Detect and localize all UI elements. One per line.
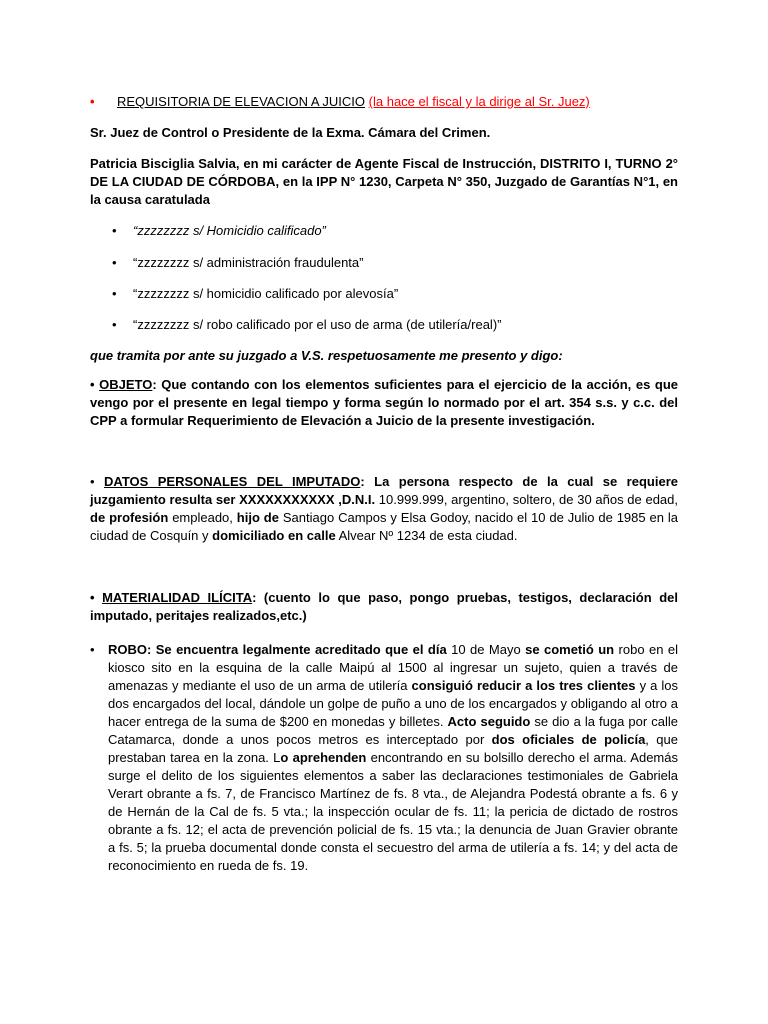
materialidad-label: MATERIALIDAD ILÍCITA (102, 590, 253, 605)
objeto-section (90, 376, 678, 430)
datos-text: domiciliado en calle (212, 528, 336, 543)
objeto-text: : Que contando con los elementos suficientes para el ejercicio de la acción, es que vengo por el presente en legal tiempo y forma según lo normado por el art. 354 s.s. y c.c. del CPP a formular Requerimiento de Elevación a Juicio de la presente investigación. (90, 377, 678, 428)
datos-bullet: • (90, 474, 95, 489)
cause-text: “zzzzzzzz s/ administración fraudulenta” (133, 255, 364, 270)
datos-text: 10.999.999, argentino, soltero, de 30 años de edad, (375, 492, 678, 507)
title-main: REQUISITORIA DE ELEVACION A JUICIO (117, 94, 366, 109)
cause-bullet: • (112, 286, 117, 301)
title-note: (la hace el fiscal y la dirige al Sr. Juez) (368, 94, 590, 109)
robo-text: consiguió reducir a los tres clientes (411, 678, 636, 693)
datos-section (90, 473, 678, 545)
datos-text: Santiago Campos y Elsa Godoy, nacido el 10 de Julio de 1985 en la ciudad de Cosquín y (90, 510, 678, 543)
cause-text: “zzzzzzzz s/ Homicidio calificado” (133, 223, 326, 238)
cause-text: “zzzzzzzz s/ robo calificado por el uso de arma (de utilería/real)” (133, 317, 502, 332)
datos-text: : La persona respecto de la cual se requiere juzgamiento resulta ser XXXXXXXXXXX ,D.N.I. (90, 474, 678, 507)
materialidad-bullet: • (90, 590, 95, 605)
robo-text: y a los dos encargados del local, dándole un golpe de puño a uno de los encargados y obligando al otro a hacer entrega de la suma de $200 en monedas y billetes. (108, 678, 679, 729)
materialidad-text: : (cuento lo que paso, pongo pruebas, testigos, declaración del imputado, peritajes realizados,etc.) (90, 590, 678, 623)
addressee: Sr. Juez de Control o Presidente de la Exma. Cámara del Crimen. (90, 125, 491, 140)
objeto-label: OBJETO (99, 377, 153, 392)
datos-text: Alvear Nº 1234 de esta ciudad. (335, 528, 518, 543)
robo-text: , que prestaban tarea en la zona. L (108, 732, 678, 765)
datos-text: de profesión (90, 510, 169, 525)
datos-text: hijo de (236, 510, 279, 525)
presentation-line: que tramita por ante su juzgado a V.S. respetuosamente me presento y digo: (90, 348, 563, 363)
title-bullet: • (90, 94, 95, 109)
robo-text: o aprehenden (280, 750, 367, 765)
robo-text: ROBO: Se encuentra legalmente acreditado que el día (108, 642, 447, 657)
cause-bullet: • (112, 317, 117, 332)
cause-text: “zzzzzzzz s/ homicidio calificado por alevosía” (133, 286, 399, 301)
robo-text: 10 de Mayo (446, 642, 526, 657)
intro-paragraph: Patricia Bisciglia Salvia, en mi carácter de Agente Fiscal de Instrucción, DISTRITO I, TURNO 2° DE LA CIUDAD DE CÓRDOBA, en la IPP N° 1230, Carpeta N° 350, Juzgado de Garantías N°1, en la causa caratulada (90, 156, 678, 207)
materialidad-section (90, 589, 678, 625)
robo-text: encontrando en su bolsillo derecho el arma. Además surge el delito de los siguientes elementos a saber las declaraciones testimoniales de Gabriela Verart obrante a fs. 7, de Francisco Martínez de fs. 8 vta., de Alejandra Podestá obrante a fs. 6 y de Hernán de la Cal de fs. 5 vta.; la inspección ocular de fs. 11; la pericia de dictado de rostros obrante a fs. 12; el acta de prevención policial de fs. 15 vta.; la denuncia de Juan Gravier obrante a fs. 5; la prueba documental donde consta el secuestro del arma de utilería a fs. 14; y del acta de reconocimiento en rueda de fs. 19. (108, 750, 678, 873)
robo-text: se cometió un (525, 642, 615, 657)
objeto-bullet: • (90, 377, 95, 392)
datos-label: DATOS PERSONALES DEL IMPUTADO (104, 474, 361, 489)
datos-text: empleado, (168, 510, 237, 525)
robo-bullet: • (90, 642, 95, 657)
cause-bullet: • (112, 255, 117, 270)
robo-text: robo en el kiosco sito en la esquina de la calle Maipú al 1500 al ingresar un sujeto, quien a través de amenazas y mediante el uso de un arma de utilería (108, 642, 678, 693)
robo-section (90, 641, 678, 875)
cause-bullet: • (112, 223, 117, 238)
robo-text: se dio a la fuga por calle Catamarca, donde a unos pocos metros es interceptado por (108, 714, 678, 747)
robo-text: dos oficiales de policía (491, 732, 646, 747)
robo-paragraph (90, 641, 678, 875)
robo-text: Acto seguido (447, 714, 531, 729)
